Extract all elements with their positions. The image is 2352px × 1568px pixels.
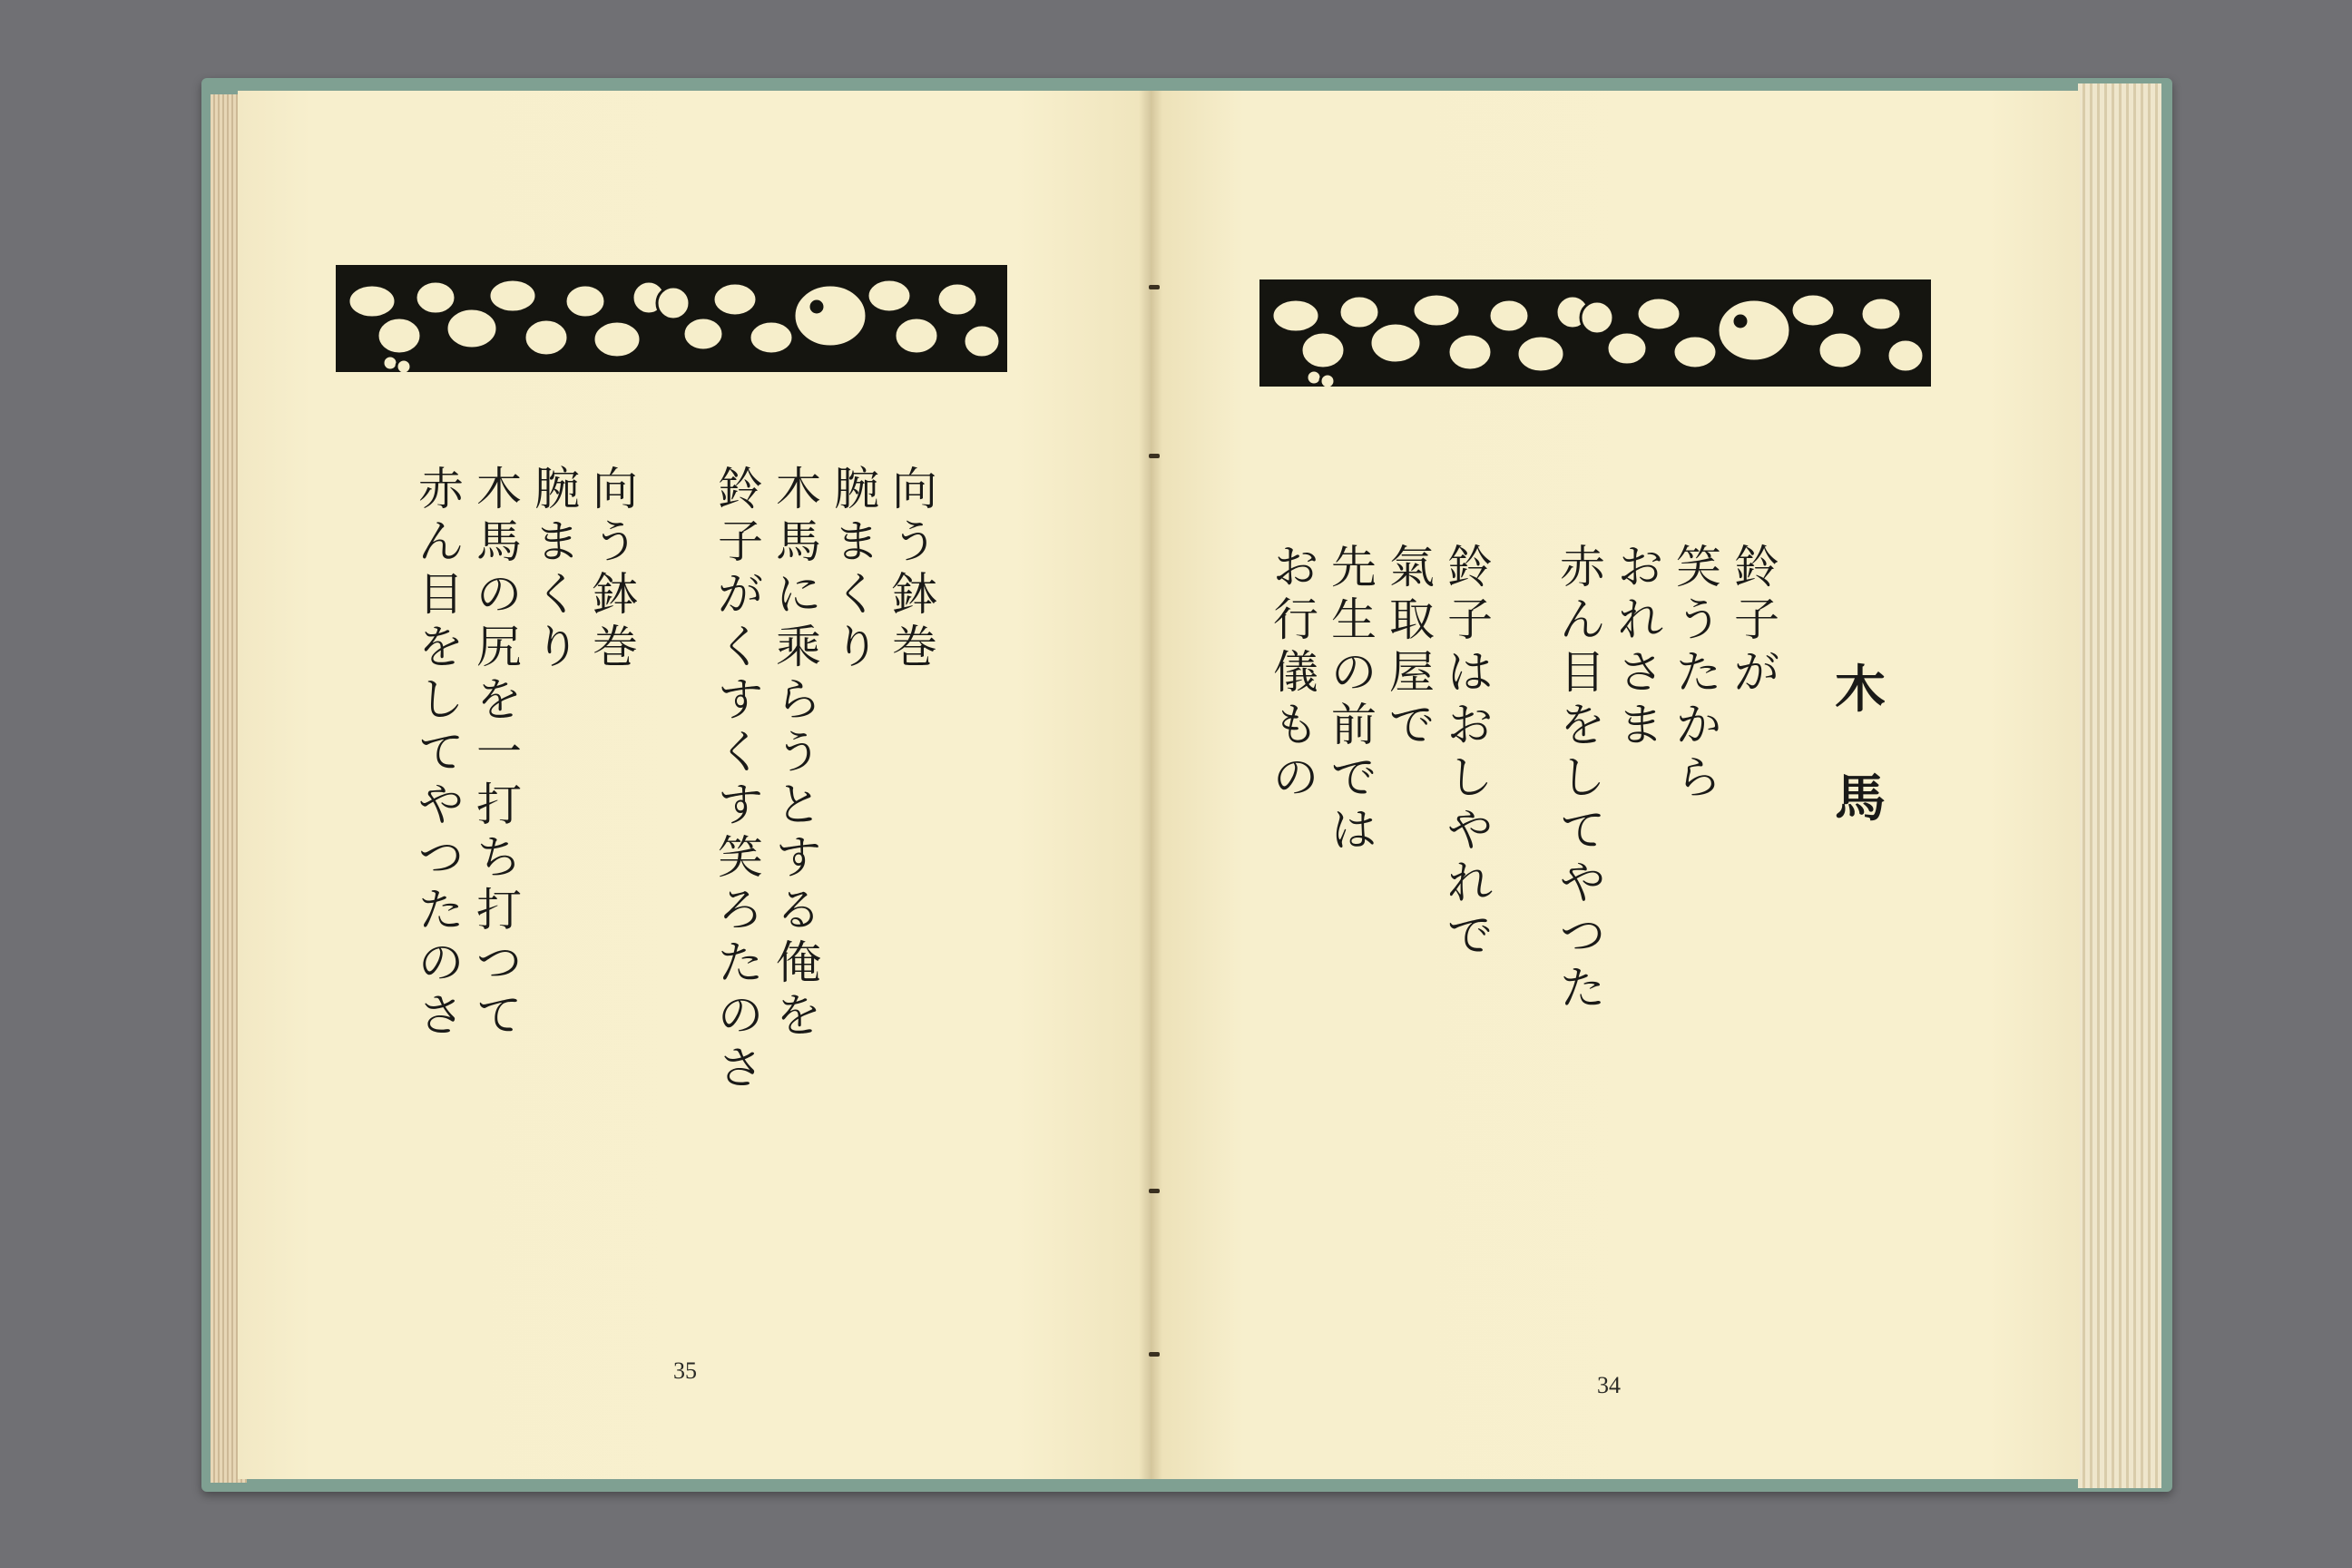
left-verse2-line1: 向う鉢巻 <box>593 463 638 673</box>
left-verse1-line3: 木馬に乘らうとする俺を <box>776 463 821 1042</box>
right-verse2-line2: 氣取屋で <box>1389 541 1435 751</box>
left-verse2-line4: 赤ん目をしてやつたのさ <box>418 463 464 1042</box>
right-verse1-line3: おれさま <box>1618 541 1663 751</box>
right-verse2-line1: 鈴子はおしやれで <box>1447 541 1493 962</box>
left-verse1-line1: 向う鉢巻 <box>892 463 937 673</box>
right-verse2-line4: お行儀もの <box>1273 541 1318 804</box>
binding-stitch <box>1149 1189 1160 1193</box>
left-verse2-line3: 木馬の尻を一打ち打つて <box>476 463 522 1042</box>
right-verse1-line2: 笑うたから <box>1676 541 1721 804</box>
binding-stitch <box>1149 285 1160 289</box>
leaf-bird-ornament-left <box>336 265 1007 372</box>
left-page <box>238 91 1151 1479</box>
right-verse1-line1: 鈴子が <box>1734 541 1779 699</box>
right-verse1-line4: 赤ん目をしてやつた <box>1560 541 1605 1014</box>
binding-stitch <box>1149 1352 1160 1357</box>
left-verse2-line2: 腕まくり <box>534 463 580 673</box>
poem-title: 木馬 <box>1835 660 1886 828</box>
page-number-left: 35 <box>673 1357 697 1384</box>
left-verse1-line2: 腕まくり <box>834 463 879 673</box>
binding-stitch <box>1149 454 1160 458</box>
page-edges-right <box>2078 83 2161 1488</box>
book-gutter <box>1139 91 1162 1479</box>
page-number-right: 34 <box>1597 1372 1621 1398</box>
leaf-bird-ornament-right <box>1259 279 1931 387</box>
left-verse1-line4: 鈴子がくすくす笑ろたのさ <box>718 463 763 1094</box>
right-page <box>1151 91 2080 1479</box>
right-verse2-line3: 先生の前では <box>1331 541 1377 857</box>
